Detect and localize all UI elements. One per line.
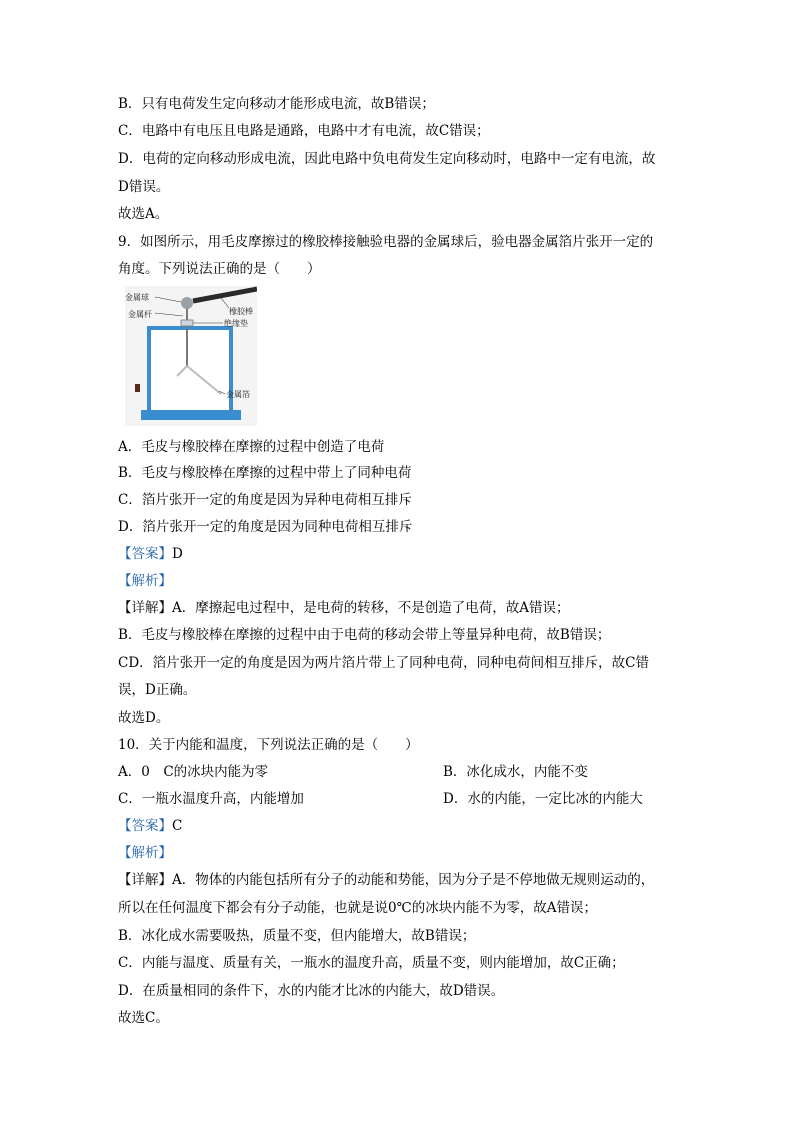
q9-detail-1: 【详解】A．摩擦起电过程中，是电荷的转移，不是创造了电荷，故A错误；	[118, 600, 570, 616]
q8-line-d: D．电荷的定向移动形成电流，因此电路中负电荷发生定向移动时，电路中一定有电流，故	[118, 151, 656, 167]
q10-detail-1: 【详解】A．物体的内能包括所有分子的动能和势能，因为分子是不停地做无规则运动的，	[118, 872, 655, 888]
q9-stem-2: 角度。下列说法正确的是（ ）	[118, 261, 321, 277]
label-foil: 金属箔	[226, 390, 250, 399]
q10-option-a: A．0 C的冰块内能为零	[118, 764, 269, 780]
q8-conclusion: 故选A。	[118, 206, 169, 222]
electroscope-figure	[125, 286, 257, 426]
q9-answer	[118, 544, 183, 564]
q9-option-a: A．毛皮与橡胶棒在摩擦的过程中创造了电荷	[118, 439, 385, 455]
q8-line-b: B．只有电荷发生定向移动才能形成电流，故B错误；	[118, 96, 435, 112]
q9-option-c: C．箔片张开一定的角度是因为异种电荷相互排斥	[118, 492, 412, 508]
label-rod: 金属杆	[128, 310, 152, 319]
q8-line-c: C．电路中有电压且电路是通路，电路中才有电流，故C错误；	[118, 123, 490, 139]
q9-stem-1: 9．如图所示，用毛皮摩擦过的橡胶棒接触验电器的金属球后，验电器金属箔片张开一定的	[118, 234, 654, 250]
q10-detail-4: C．内能与温度、质量有关，一瓶水的温度升高，质量不变，则内能增加，故C正确；	[118, 955, 625, 971]
analysis-tag: 【解析】	[118, 573, 172, 589]
q9-detail-3: CD．箔片张开一定的角度是因为两片箔片带上了同种电荷，同种电荷间相互排斥，故C错	[118, 655, 649, 671]
answer-tag: 【答案】	[118, 546, 172, 562]
q9-conclusion: 故选D。	[118, 710, 170, 726]
analysis-tag: 【解析】	[118, 845, 172, 861]
q9-detail-4: 误，D正确。	[118, 682, 197, 698]
q10-option-c: C．一瓶水温度升高，内能增加	[118, 791, 304, 807]
detail-tag: 【详解】	[118, 872, 172, 888]
label-ball: 金属球	[125, 293, 149, 302]
q9-option-d: D．箔片张开一定的角度是因为同种电荷相互排斥	[118, 519, 413, 535]
answer-value: D	[172, 546, 183, 562]
q9-option-b: B．毛皮与橡胶棒在摩擦的过程中带上了同种电荷	[118, 465, 412, 481]
q8-line-d-cont: D错误。	[118, 179, 170, 195]
q10-option-b: B．冰化成水，内能不变	[443, 764, 588, 780]
q10-detail-3: B．冰化成水需要吸热，质量不变，但内能增大，故B错误；	[118, 928, 476, 944]
electroscope-drawing	[125, 286, 257, 426]
q10-answer	[118, 816, 182, 836]
q9-detail-2: B．毛皮与橡胶棒在摩擦的过程中由于电荷的移动会带上等量异种电荷，故B错误；	[118, 627, 611, 643]
answer-value: C	[172, 818, 183, 834]
q10-detail-2: 所以在任何温度下都会有分子动能，也就是说0℃的冰块内能不为零，故A错误；	[118, 900, 597, 916]
q9-analysis	[118, 571, 172, 591]
q10-detail-5: D．在质量相同的条件下，水的内能才比冰的内能大，故D错误。	[118, 983, 505, 999]
detail-tag: 【详解】	[118, 600, 172, 616]
q10-conclusion: 故选C。	[118, 1010, 169, 1026]
q10-analysis	[118, 843, 172, 863]
answer-tag: 【答案】	[118, 818, 172, 834]
label-rubber-rod: 橡胶棒	[229, 307, 253, 316]
label-insulator: 绝缘垫	[224, 319, 248, 328]
q10-stem: 10．关于内能和温度，下列说法正确的是（ ）	[118, 737, 419, 753]
q10-option-d: D．水的内能，一定比冰的内能大	[443, 791, 643, 807]
